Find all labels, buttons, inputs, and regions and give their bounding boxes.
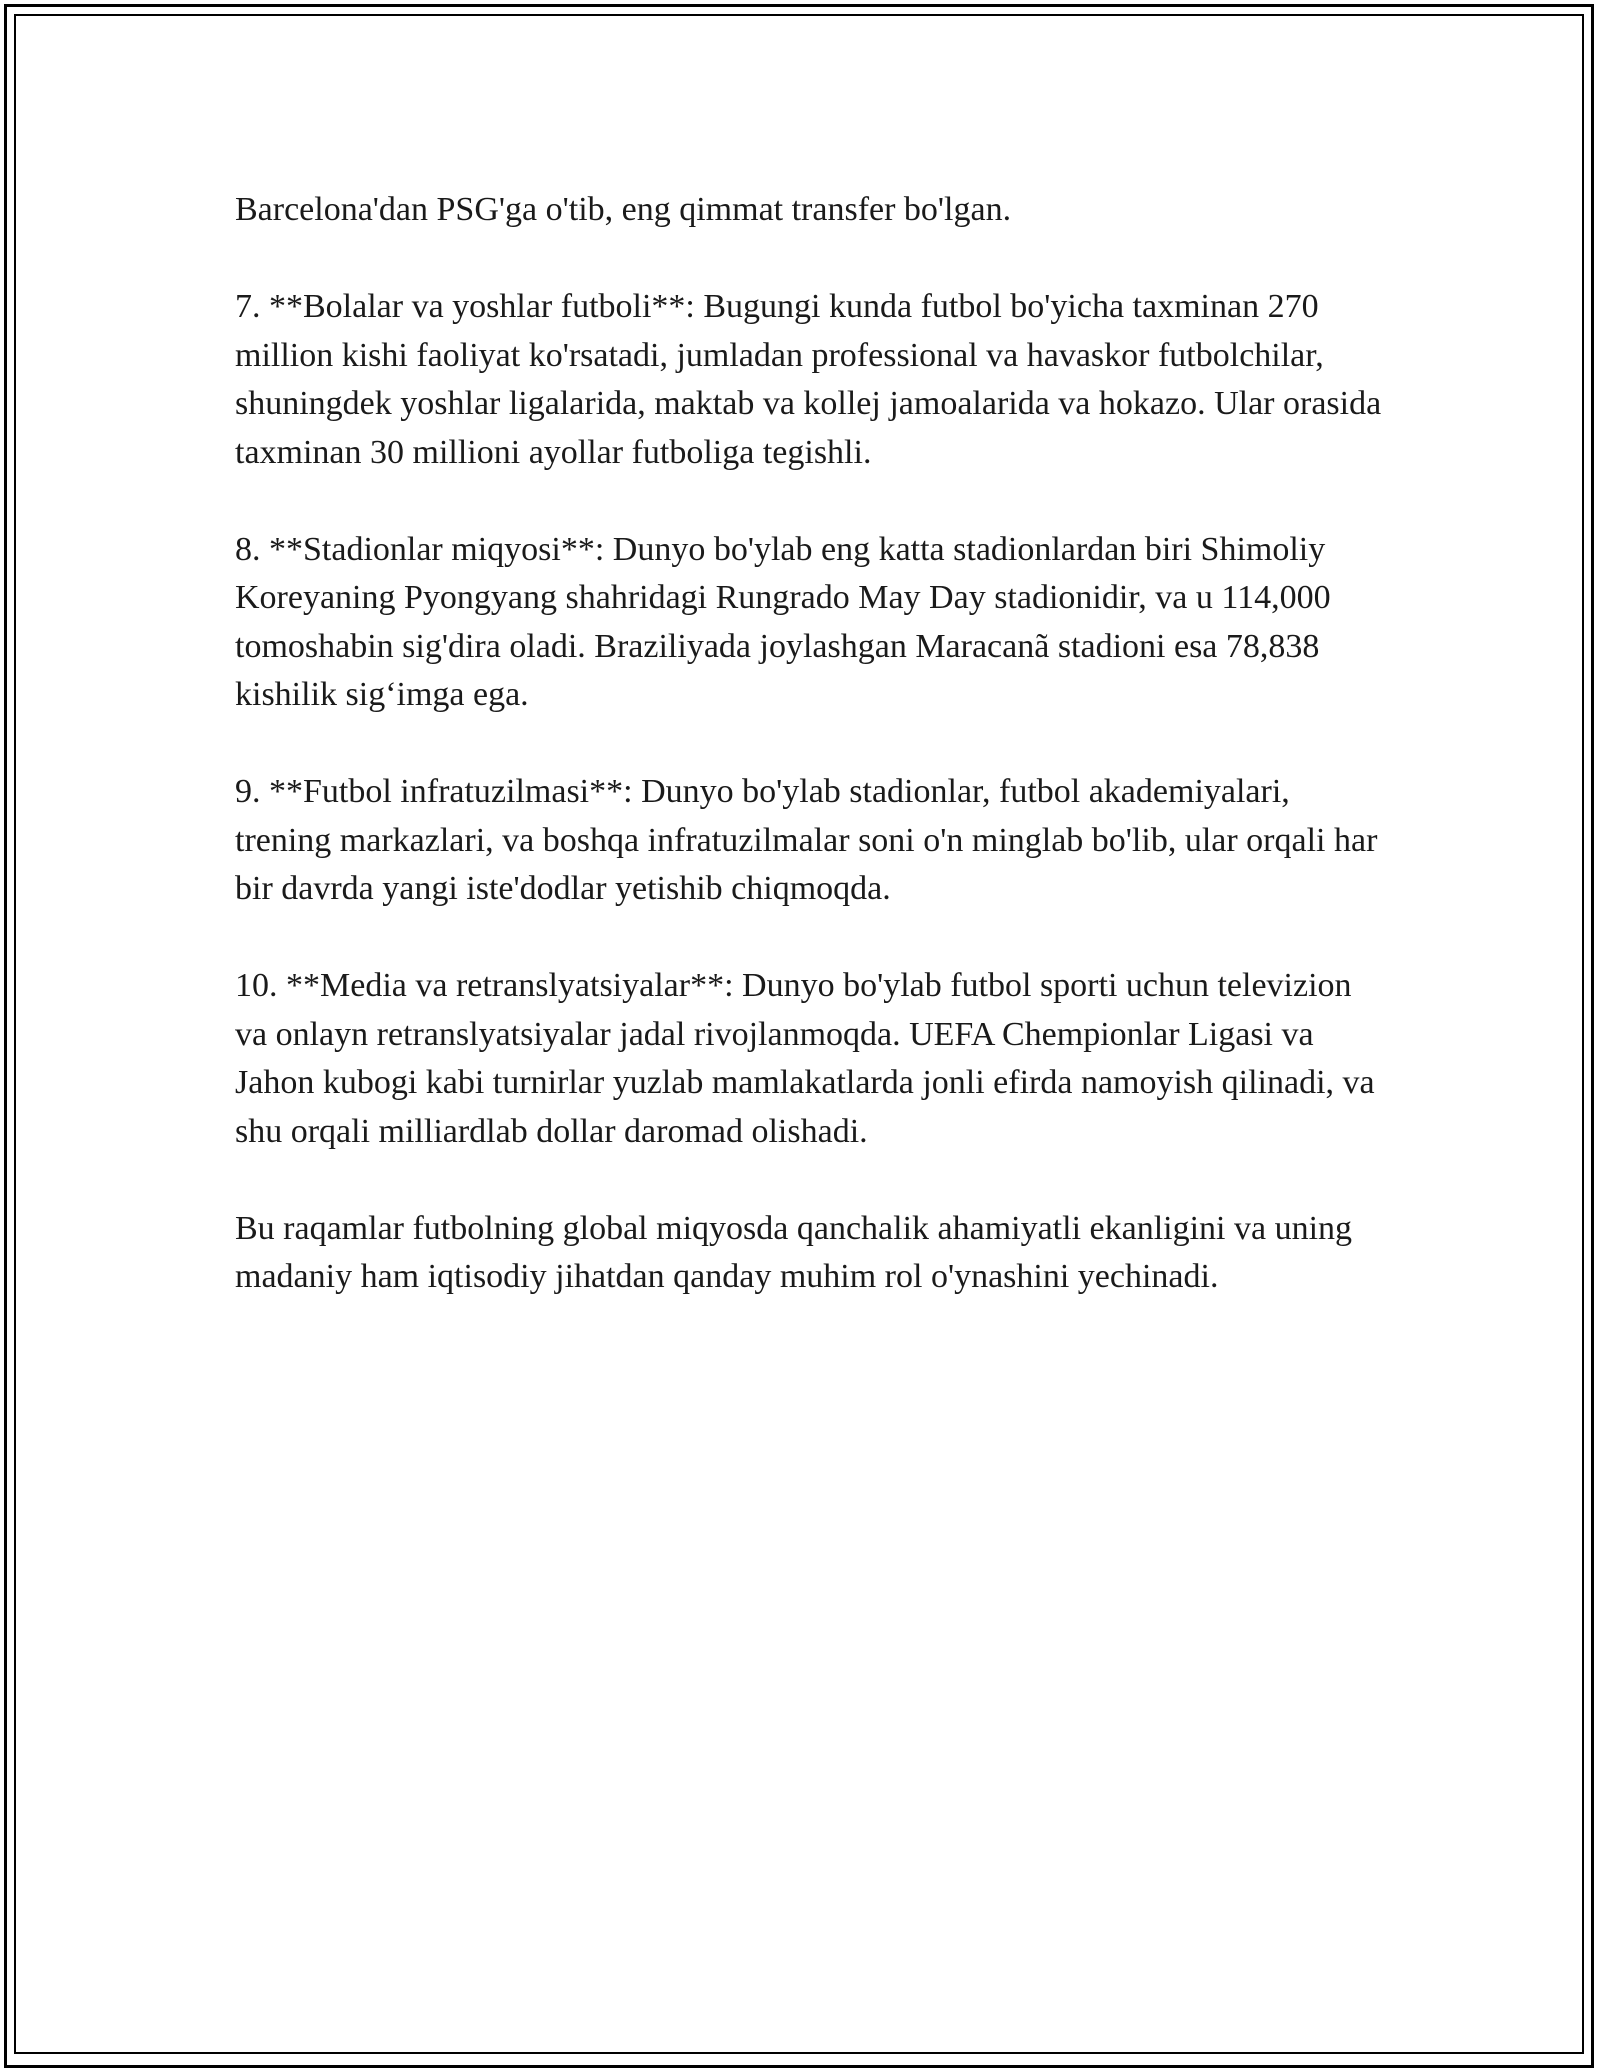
paragraph-transfer-continuation: Barcelona'dan PSG'ga o'tib, eng qimmat transfer bo'lgan. [235, 191, 1012, 228]
paragraph-media-broadcasts: 10. **Media va retranslyatsiyalar**: Dunyo bo'ylab futbol sporti uchun televizion va onlayn retranslyatsiyalar jadal rivojlanmoqda. UEFA Chempionlar Ligasi va Jahon kubogi kabi turnirlar yuzlab mamlakatlarda jonli efirda namoyish qilinadi, va shu orqali milliardlab dollar daromad olishadi. [235, 967, 1375, 1150]
document-body [235, 186, 1385, 1350]
paragraph-youth-football: 7. **Bolalar va yoshlar futboli**: Bugungi kunda futbol bo'yicha taxminan 270 million kishi faoliyat ko'rsatadi, jumladan professional va havaskor futbolchilar, shuningdek yoshlar ligalarida, maktab va kollej jamoalarida va hokazo. Ular orasida taxminan 30 millioni ayollar futboliga tegishli. [235, 288, 1382, 471]
paragraph-conclusion: Bu raqamlar futbolning global miqyosda qanchalik ahamiyatli ekanligini va uning madaniy ham iqtisodiy jihatdan qanday muhim rol o'ynashini yechinadi. [235, 1209, 1353, 1295]
paragraph-infrastructure: 9. **Futbol infratuzilmasi**: Dunyo bo'ylab stadionlar, futbol akademiyalari, trening markazlari, va boshqa infratuzilmalar soni o'n minglab bo'lib, ular orqali har bir davrda yangi iste'dodlar yetishib chiqmoqda. [235, 773, 1378, 907]
paragraph-stadium-scale: 8. **Stadionlar miqyosi**: Dunyo bo'ylab eng katta stadionlardan biri Shimoliy Koreyaning Pyongyang shahridagi Rungrado May Day stadionidir, va u 114,000 tomoshabin sig'dira oladi. Braziliyada joylashgan Maracanã stadioni esa 78,838 kishilik sig‘imga ega. [235, 530, 1331, 713]
